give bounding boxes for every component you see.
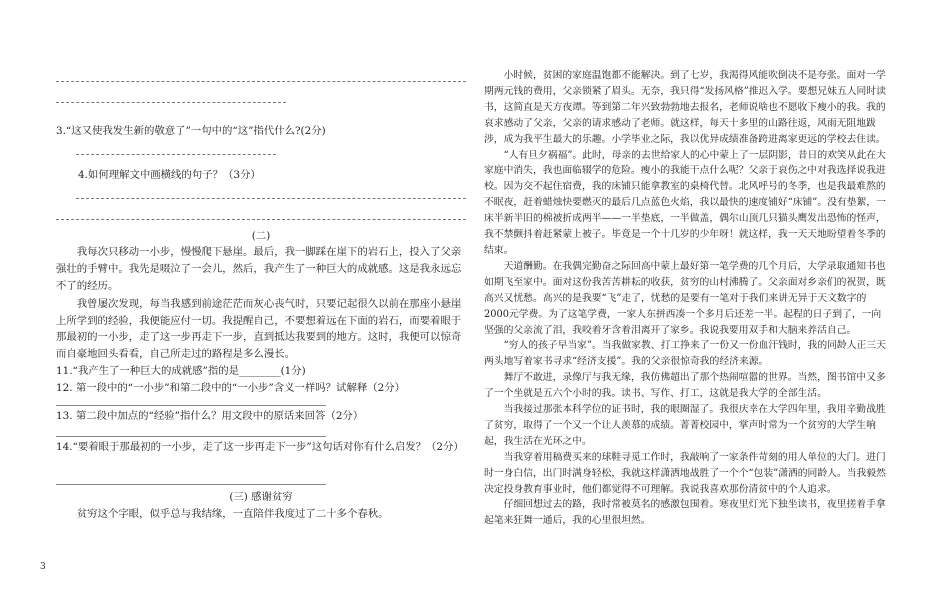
section-3-title: (三) 感谢贫穷 xyxy=(229,491,293,504)
section-2-title: (二) xyxy=(251,229,271,242)
question-4: 4.如何理解文中画横线的句子？（3分） xyxy=(78,168,261,181)
question-11: 11.“我产生了一种巨大的成就感”指的是________(1分) xyxy=(56,364,306,377)
passage-3-paragraph-3: 天道酬勤。在我偶完勤奋之际回高中蒙上最好第一笔学费的几个月后，大学录取通知书也如期飞至家中。面对这份我苦苦耕耘的收获，贫穷的山村沸腾了。父亲面对乡亲们的祝贺，既高兴又忧愁。高兴的是我要“飞”走了，忧愁的是要有一笔对于我们来讲无异于天文数字的2000元学费。为了这笔学费，一家人东拼西凑一个多月后还差一半。起程的日子到了，一向坚强的父亲流了泪，我咬着牙含着泪离开了家乡。我说我要用双手和大脑来养活自己。 xyxy=(484,260,886,336)
passage-2-paragraph-2: 我曾屡次发现，每当我感到前途茫茫而灰心丧气时，只要记起很久以前在那座小悬崖上所学到的经验，我便能应付一切。我提醒自己，不要想着远在下面的岩石，而要着眼于那最初的一小步，走了这一步再走下一步，直到抵达我要到的地方。这时，我便可以惊奇而自豪地回头看看，自己所走过的路程是多么漫长。 xyxy=(56,297,462,361)
passage-3-paragraph-4: “穷人的孩子早当家”。当我做家教、打工挣来了一份又一份血汗钱时，我的同龄人正三天两头地写着家书寻求“经济支援”。我的父亲很惊奇我的经济来源。 xyxy=(484,340,886,368)
passage-3-paragraph-6: 当我接过那张本科学位的证书时，我的眼圈湿了。我很庆幸在大学四年里，我用辛勤战胜了贫穷，取得了一个又一个让人羡慕的成绩。菁菁校园中，掌声时常为一个贫穷的大学生响起，我生活在光环之中。 xyxy=(484,404,886,447)
answer-line xyxy=(76,154,276,155)
passage-3-paragraph-7: 当我穿着用稿费买来的球鞋寻觅工作时，我敲响了一家条件苛刻的用人单位的大门。进门时一身白信，出门时满身轻松，我就这样潇洒地战胜了一个个“包装”潇洒的同龄人。当我毅然决定投身教育事业时，他们都觉得不可理解。我说我喜欢那份清贫中的个人追求。 xyxy=(484,451,886,495)
right-column xyxy=(484,68,888,529)
question-12: 12. 第一段中的“一小步”和第二段中的“一小步”含义一样吗？试解释（2分） xyxy=(56,381,406,394)
passage-3-paragraph-2: “人有旦夕祸福”。此时，母亲的去世给家人的心中蒙上了一层阴影，昔日的欢笑从此在大家庭中消失，我也面临辍学的危险。瘦小的我能干点什么呢？父亲于哀伤之中对我选择说我进校。因为交不起住宿费，我的床铺只能拿教室的桌椅代替。北风呼号的冬季，也是我最难熬的不眠夜，赶着蜡烛快要燃灭的最后几点蓝色火焰，我以最快的速度铺好“床铺”。没有垫絮，一床半新半旧的棉被折成两半——一半垫底，一半做盖，偶尔山顶几只猫头鹰发出恐怖的怪声，我不禁颤抖着赶紧蒙上被子。毕竟是一个十几岁的少年呀！就这样，我一天天地盼望着冬季的结束。 xyxy=(484,149,886,256)
passage-3-paragraph-8: 仔细回想过去的路，我时常被莫名的感激包围着。寒夜里灯光下独坐读书，夜里搓着手拿起笔来狂舞一通后，我的心里很坦然。 xyxy=(484,499,886,527)
answer-line xyxy=(56,484,326,485)
question-3: 3.“这又使我发生新的敬意了”一句中的“这”指代什么?(2分) xyxy=(56,125,326,137)
passage-3-first-paragraph: 贫穷这个字眼，似乎总与我结缘，一直陪伴我度过了二十多个春秋。 xyxy=(76,507,389,520)
passage-2-paragraph-1: 我每次只移动一小步，慢慢爬下悬崖。最后，我一脚踩在崖下的岩石上，投入了父亲强壮的手臂中。我先是啜泣了一会儿，然后，我产生了一种巨大的成就感。这是我永远忘不了的经历。 xyxy=(56,246,462,292)
answer-line xyxy=(56,102,286,103)
answer-line xyxy=(76,198,466,199)
question-13: 13. 第二段中加点的“经验”指什么？用文段中的原话来回答（2分） xyxy=(56,409,364,422)
question-14: 14.“要着眼于那最初的一小步，走了这一步再走下一步”这句话对你有什么启发？（2分） xyxy=(56,441,464,454)
passage-3-paragraph-5: 舞厅不敢进，录像厅与我无缘，我仿佛超出了那个热闹喧嚣的世界。当然，图书馆中又多了一个坐就是五六个小时的我。读书、写作、打工，这就是我大学的全部生活。 xyxy=(484,372,886,400)
passage-3-paragraph-1: 小时候，贫困的家庭温饱都不能解决。到了七岁，我渴得风能吹倒决不是夸张。面对一学期两元钱的费用，父亲锁紧了眉头。无奈，我只得“发扬风格”推迟入学。要想兄妹五人同时读书，这简直是天方夜谭。等到第二年兴致勃勃地去报名，老师说啥也不愿收下瘦小的我。我的哀求感动了父亲，父亲的请求感动了老师。就这样，每天十多里的山路往返，风雨无阻地跋涉，成为我平生最大的乐趣。小学毕业之际，我以优异成绩准备跨进离家更远的学校去住读。 xyxy=(484,70,886,145)
answer-line xyxy=(56,81,466,82)
page-number: 3 xyxy=(40,562,46,572)
answer-line xyxy=(56,405,326,406)
left-column xyxy=(56,66,466,523)
answer-line xyxy=(56,436,326,437)
answer-line xyxy=(56,219,466,220)
